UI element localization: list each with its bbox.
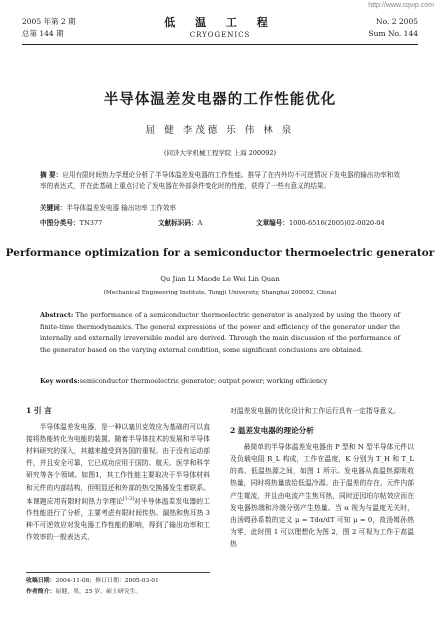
classification-row bbox=[40, 218, 400, 229]
journal-name bbox=[22, 16, 418, 40]
issue-no: No. 2 2005 bbox=[376, 17, 418, 26]
abstract-cn bbox=[40, 170, 400, 192]
affiliation-cn: (同济大学机械工程学院 上海 200092) bbox=[163, 149, 277, 157]
received-date: 收稿日期：2004-11-08；修订日期：2005-03-01 bbox=[26, 577, 159, 584]
authors-en: Qu Jian Li Maode Le Wei Lin Quan bbox=[160, 275, 280, 283]
paper-title-cn: 半导体温差发电器的工作性能优化 bbox=[103, 91, 337, 108]
clc-number: 中图分类号：TN377 bbox=[40, 219, 103, 227]
citation: [1-3] bbox=[123, 496, 134, 502]
intro-paragraph: 半导体温差发电器，是一种以塞贝克效应为基础的可以直接将热能转化为电能的装置。随着半导体技术的发展和半导体材料研究的深入，其越来越受到各国的重视。由于没有运动部件，并且安全可靠，它已成功应用于国防、航天、医学和科学研究等各个领域。如图1，其工作性能主要取决于半导体材料和元件的内部结构，但明显还和外部的热交换器发生着联系。本课题应用有限时间热力学理论[1-3]对半导体温差发电器的工作性能进行了分析，主要考虑有限时间传热、漏热和焦耳热 3 种不可逆效应对发电器工作性能的影响，得到了输出功率和工作效率的一般表达式， bbox=[26, 423, 211, 542]
issue-number bbox=[369, 16, 419, 40]
intro-paragraph-continued: 对温差发电器的优化设计和工作运行具有一定指导意义。 bbox=[230, 407, 400, 415]
source-watermark: http://www.cqvip.com bbox=[368, 2, 434, 9]
doc-code: 文献标识码：A bbox=[158, 219, 203, 227]
abstract-cn-text: 应用有限时间热力学理论分析了半导体温差发电器的工作性能。推导了在内外均不可逆情况下发电器的输出功率和效率的表达式，并在此基础上重点讨论了发电器在外部条件变化时的性能，获得了一些有意义的结果。 bbox=[40, 171, 401, 190]
body-column-right bbox=[230, 405, 414, 550]
footnote bbox=[26, 572, 210, 597]
keywords-cn-label: 关键词： bbox=[40, 204, 67, 212]
keywords-en-text: semiconductor thermoelectric generator; output power; working efficiency bbox=[79, 377, 328, 385]
author-bio: 作者简介：屈健，男，25 岁，硕士研究生。 bbox=[26, 587, 142, 595]
keywords-cn bbox=[40, 203, 400, 214]
body-column-left bbox=[26, 405, 210, 543]
keywords-cn-text: 半导体温差发电器 输出功率 工作效率 bbox=[66, 204, 177, 212]
issue-sum: Sum No. 144 bbox=[368, 29, 418, 38]
section-heading-theory: 2 温差发电器的理论分析 bbox=[230, 426, 314, 436]
article-number: 文章编号：1000-6516(2005)02-0020-04 bbox=[256, 219, 385, 227]
authors-cn: 屈 健 李茂德 乐 伟 林 泉 bbox=[145, 125, 295, 136]
theory-paragraph: 最简单的半导体温差发电器由 P 型和 N 型半导体元件以及负载电阻 R_L 构成，工作在温度，K 分别为 T_H 和 T_L 的高、低温热源之间，如图 1 所示。发电器从高温热源吸收热量，同时将热量放给低温冷源。由于温差的存在，元件内部产生電流，并且由电流产生焦耳热，同时还因珀尔帖效应而在发电器热端和冷端分别产生热量。当 α 视为与温度无关时，由汤姆孙系数的定义 μ = Tdα/dT 可知 μ = 0，故汤姆孙热为零，此时图 1 可以理想化为图 2，图 2 可视为工作于高温热 bbox=[230, 443, 414, 548]
abstract-cn-label: 摘 要： bbox=[40, 171, 63, 179]
paper-title-en: Performance optimization for a semiconductor thermoelectric generator bbox=[5, 247, 435, 259]
abstract-en bbox=[40, 310, 400, 356]
abstract-en-label: Abstract: bbox=[40, 311, 74, 319]
issue-total: 总第 144 期 bbox=[22, 29, 64, 38]
keywords-en-label: Key words: bbox=[40, 377, 80, 385]
journal-name-cn: 低 温 工 程 bbox=[164, 16, 276, 29]
journal-name-en: CRYOGENICS bbox=[189, 31, 251, 39]
journal-header bbox=[22, 16, 418, 45]
section-heading-introduction: 1 引 言 bbox=[26, 406, 52, 415]
affiliation-en: (Mechanical Engineering Institute, Tongji University, Shanghai 200092, China) bbox=[103, 290, 337, 296]
issue-year: 2005 年第 2 期 bbox=[22, 17, 76, 26]
keywords-en bbox=[40, 376, 400, 387]
abstract-en-text: The performance of a semiconductor thermoelectric generator is analyzed by using the theory of finite-time thermodynamics. The general expressions of the power and efficiency of the generator under the internally and externally irreversible model are derived. Through the main discussion of the performance of the generator based on the varying external condition, some significant conclusions are obtained. bbox=[40, 311, 400, 354]
